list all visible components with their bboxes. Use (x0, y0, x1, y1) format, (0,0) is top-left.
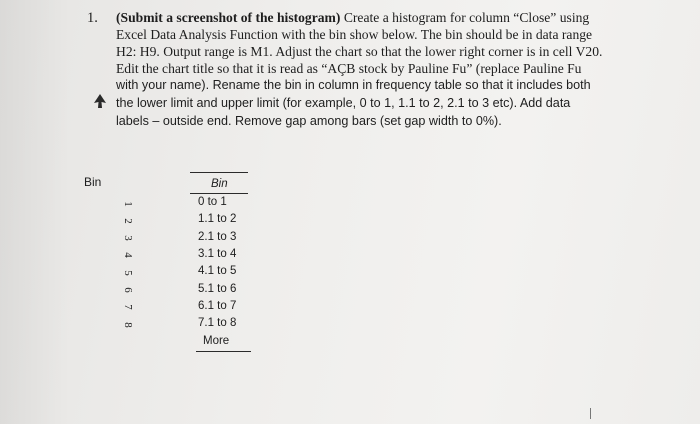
table-bottom-rule (196, 351, 251, 352)
mouse-pointer-icon (94, 94, 106, 108)
bin-range-cell: 1.1 to 2 (198, 213, 237, 225)
question-number: 1. (87, 10, 98, 26)
bin-range-cell-more: More (203, 335, 230, 347)
bin-index-2: 2 (122, 218, 134, 224)
page-mark (590, 408, 591, 419)
bin-index-8: 8 (122, 322, 134, 328)
instruction-line-5: with your name). Rename the bin in column in frequency table so that it includes both (116, 78, 591, 92)
bin-range-cell: 7.1 to 8 (198, 317, 237, 329)
instruction-line-2: Excel Data Analysis Function with the bin show below. The bin should be in data range (116, 27, 593, 42)
bin-range-cell: 4.1 to 5 (198, 265, 237, 277)
table-header-rule (190, 193, 248, 194)
bin-range-cell: 0 to 1 (198, 196, 227, 208)
bin-range-cell: 2.1 to 3 (198, 231, 237, 243)
instruction-bold-lead: (Submit a screenshot of the histogram) (116, 10, 341, 25)
bin-index-1: 1 (122, 201, 134, 207)
instruction-line-1-text: Create a histogram for column “Close” using (340, 10, 590, 25)
table-header-bin: Bin (211, 178, 228, 190)
bin-range-cell: 6.1 to 7 (198, 300, 237, 312)
bin-index-4: 4 (122, 252, 134, 258)
bin-index-5: 5 (122, 270, 134, 276)
bin-index-6: 6 (122, 287, 134, 293)
page-shadow (0, 0, 70, 424)
bin-range-cell: 5.1 to 6 (198, 283, 237, 295)
instruction-line-1 (116, 10, 676, 26)
instruction-line-4: Edit the chart title so that it is read as “AÇB stock by Pauline Fu” (replace Pauline Fu (116, 61, 582, 76)
bin-label-left: Bin (84, 175, 102, 189)
instruction-line-7: labels – outside end. Remove gap among bars (set gap width to 0%). (116, 114, 502, 128)
instruction-line-3: H2: H9. Output range is M1. Adjust the chart so that the lower right corner is in cell V20. (116, 44, 603, 59)
bin-index-7: 7 (122, 304, 134, 310)
table-top-rule (190, 172, 248, 173)
bin-index-3: 3 (122, 235, 134, 241)
instruction-line-6: the lower limit and upper limit (for example, 0 to 1, 1.1 to 2, 2.1 to 3 etc). Add data (116, 96, 571, 110)
bin-range-cell: 3.1 to 4 (198, 248, 237, 260)
